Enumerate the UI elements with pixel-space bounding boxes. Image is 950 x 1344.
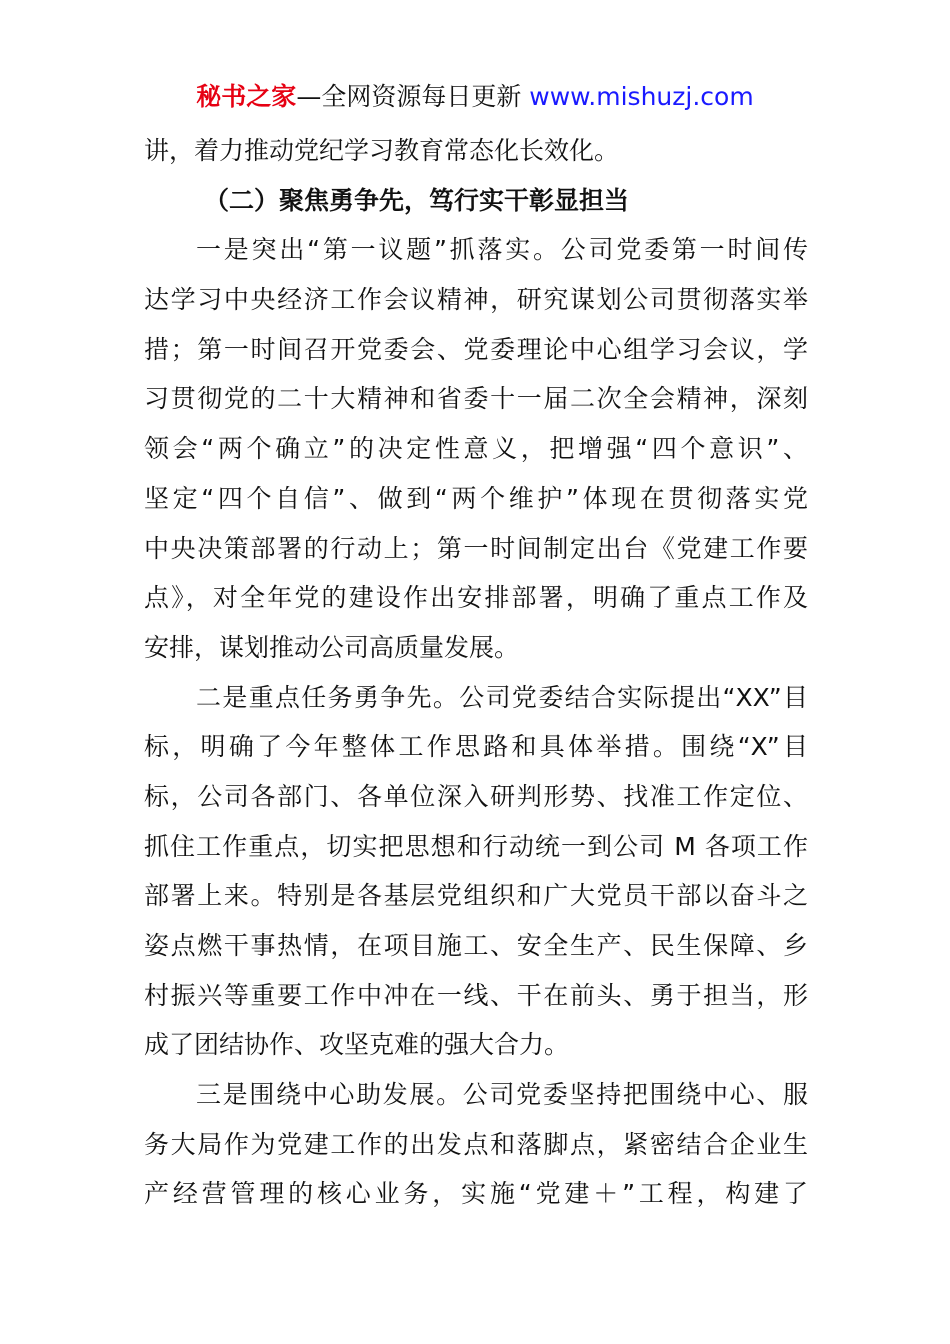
paragraph-line: 中央决策部署的行动上；第一时间制定出台《党建工作要 bbox=[144, 533, 808, 563]
paragraph-line: 领会“两个确立”的决定性意义，把增强“四个意识”、 bbox=[144, 434, 808, 464]
paragraph-line: 产经营管理的核心业务，实施“党建＋”工程，构建了 bbox=[144, 1179, 808, 1209]
paragraph-line: 成了团结协作、攻坚克难的强大合力。 bbox=[144, 1030, 570, 1060]
paragraph-line: 二是重点任务勇争先。公司党委结合实际提出“XX”目 bbox=[196, 682, 808, 712]
paragraph-line: 讲，着力推动党纪学习教育常态化长效化。 bbox=[144, 136, 620, 165]
paragraph-line: 点》，对全年党的建设作出安排部署，明确了重点工作及 bbox=[144, 583, 808, 613]
paragraph-line: 部署上来。特别是各基层党组织和广大党员干部以奋斗之 bbox=[144, 881, 808, 911]
paragraph-line: 三是围绕中心助发展。公司党委坚持把围绕中心、服 bbox=[196, 1080, 808, 1110]
section-heading: （二）聚焦勇争先，笃行实干彰显担当 bbox=[204, 185, 630, 215]
paragraph-line: 村振兴等重要工作中冲在一线、干在前头、勇于担当，形 bbox=[144, 980, 808, 1010]
paragraph-line: 姿点燃干事热情，在项目施工、安全生产、民生保障、乡 bbox=[144, 931, 808, 960]
document-body bbox=[144, 126, 808, 1219]
paragraph-line: 标，明确了今年整体工作思路和具体举措。围绕“X”目 bbox=[144, 732, 808, 762]
site-brand: 秘书之家 bbox=[196, 82, 297, 111]
site-url-link[interactable]: www.mishuzj.com bbox=[529, 82, 754, 111]
paragraph-line: 习贯彻党的二十大精神和省委十一届二次全会精神，深刻 bbox=[144, 384, 808, 414]
paragraph-line: 坚定“四个自信”、做到“两个维护”体现在贯彻落实党 bbox=[144, 483, 808, 513]
paragraph-line: 达学习中央经济工作会议精神，研究谋划公司贯彻落实举 bbox=[144, 285, 808, 315]
paragraph-line: 一是突出“第一议题”抓落实。公司党委第一时间传 bbox=[196, 235, 808, 265]
paragraph-line: 措；第一时间召开党委会、党委理论中心组学习会议，学 bbox=[144, 334, 808, 364]
site-tagline: —全网资源每日更新 bbox=[296, 82, 530, 111]
paragraph-line: 务大局作为党建工作的出发点和落脚点，紧密结合企业生 bbox=[144, 1129, 808, 1159]
paragraph-line: 安排，谋划推动公司高质量发展。 bbox=[144, 632, 520, 662]
site-header bbox=[0, 80, 950, 114]
paragraph-line: 标，公司各部门、各单位深入研判形势、找准工作定位、 bbox=[144, 781, 808, 811]
paragraph-line: 抓住工作重点，切实把思想和行动统一到公司 M 各项工作 bbox=[144, 831, 808, 861]
